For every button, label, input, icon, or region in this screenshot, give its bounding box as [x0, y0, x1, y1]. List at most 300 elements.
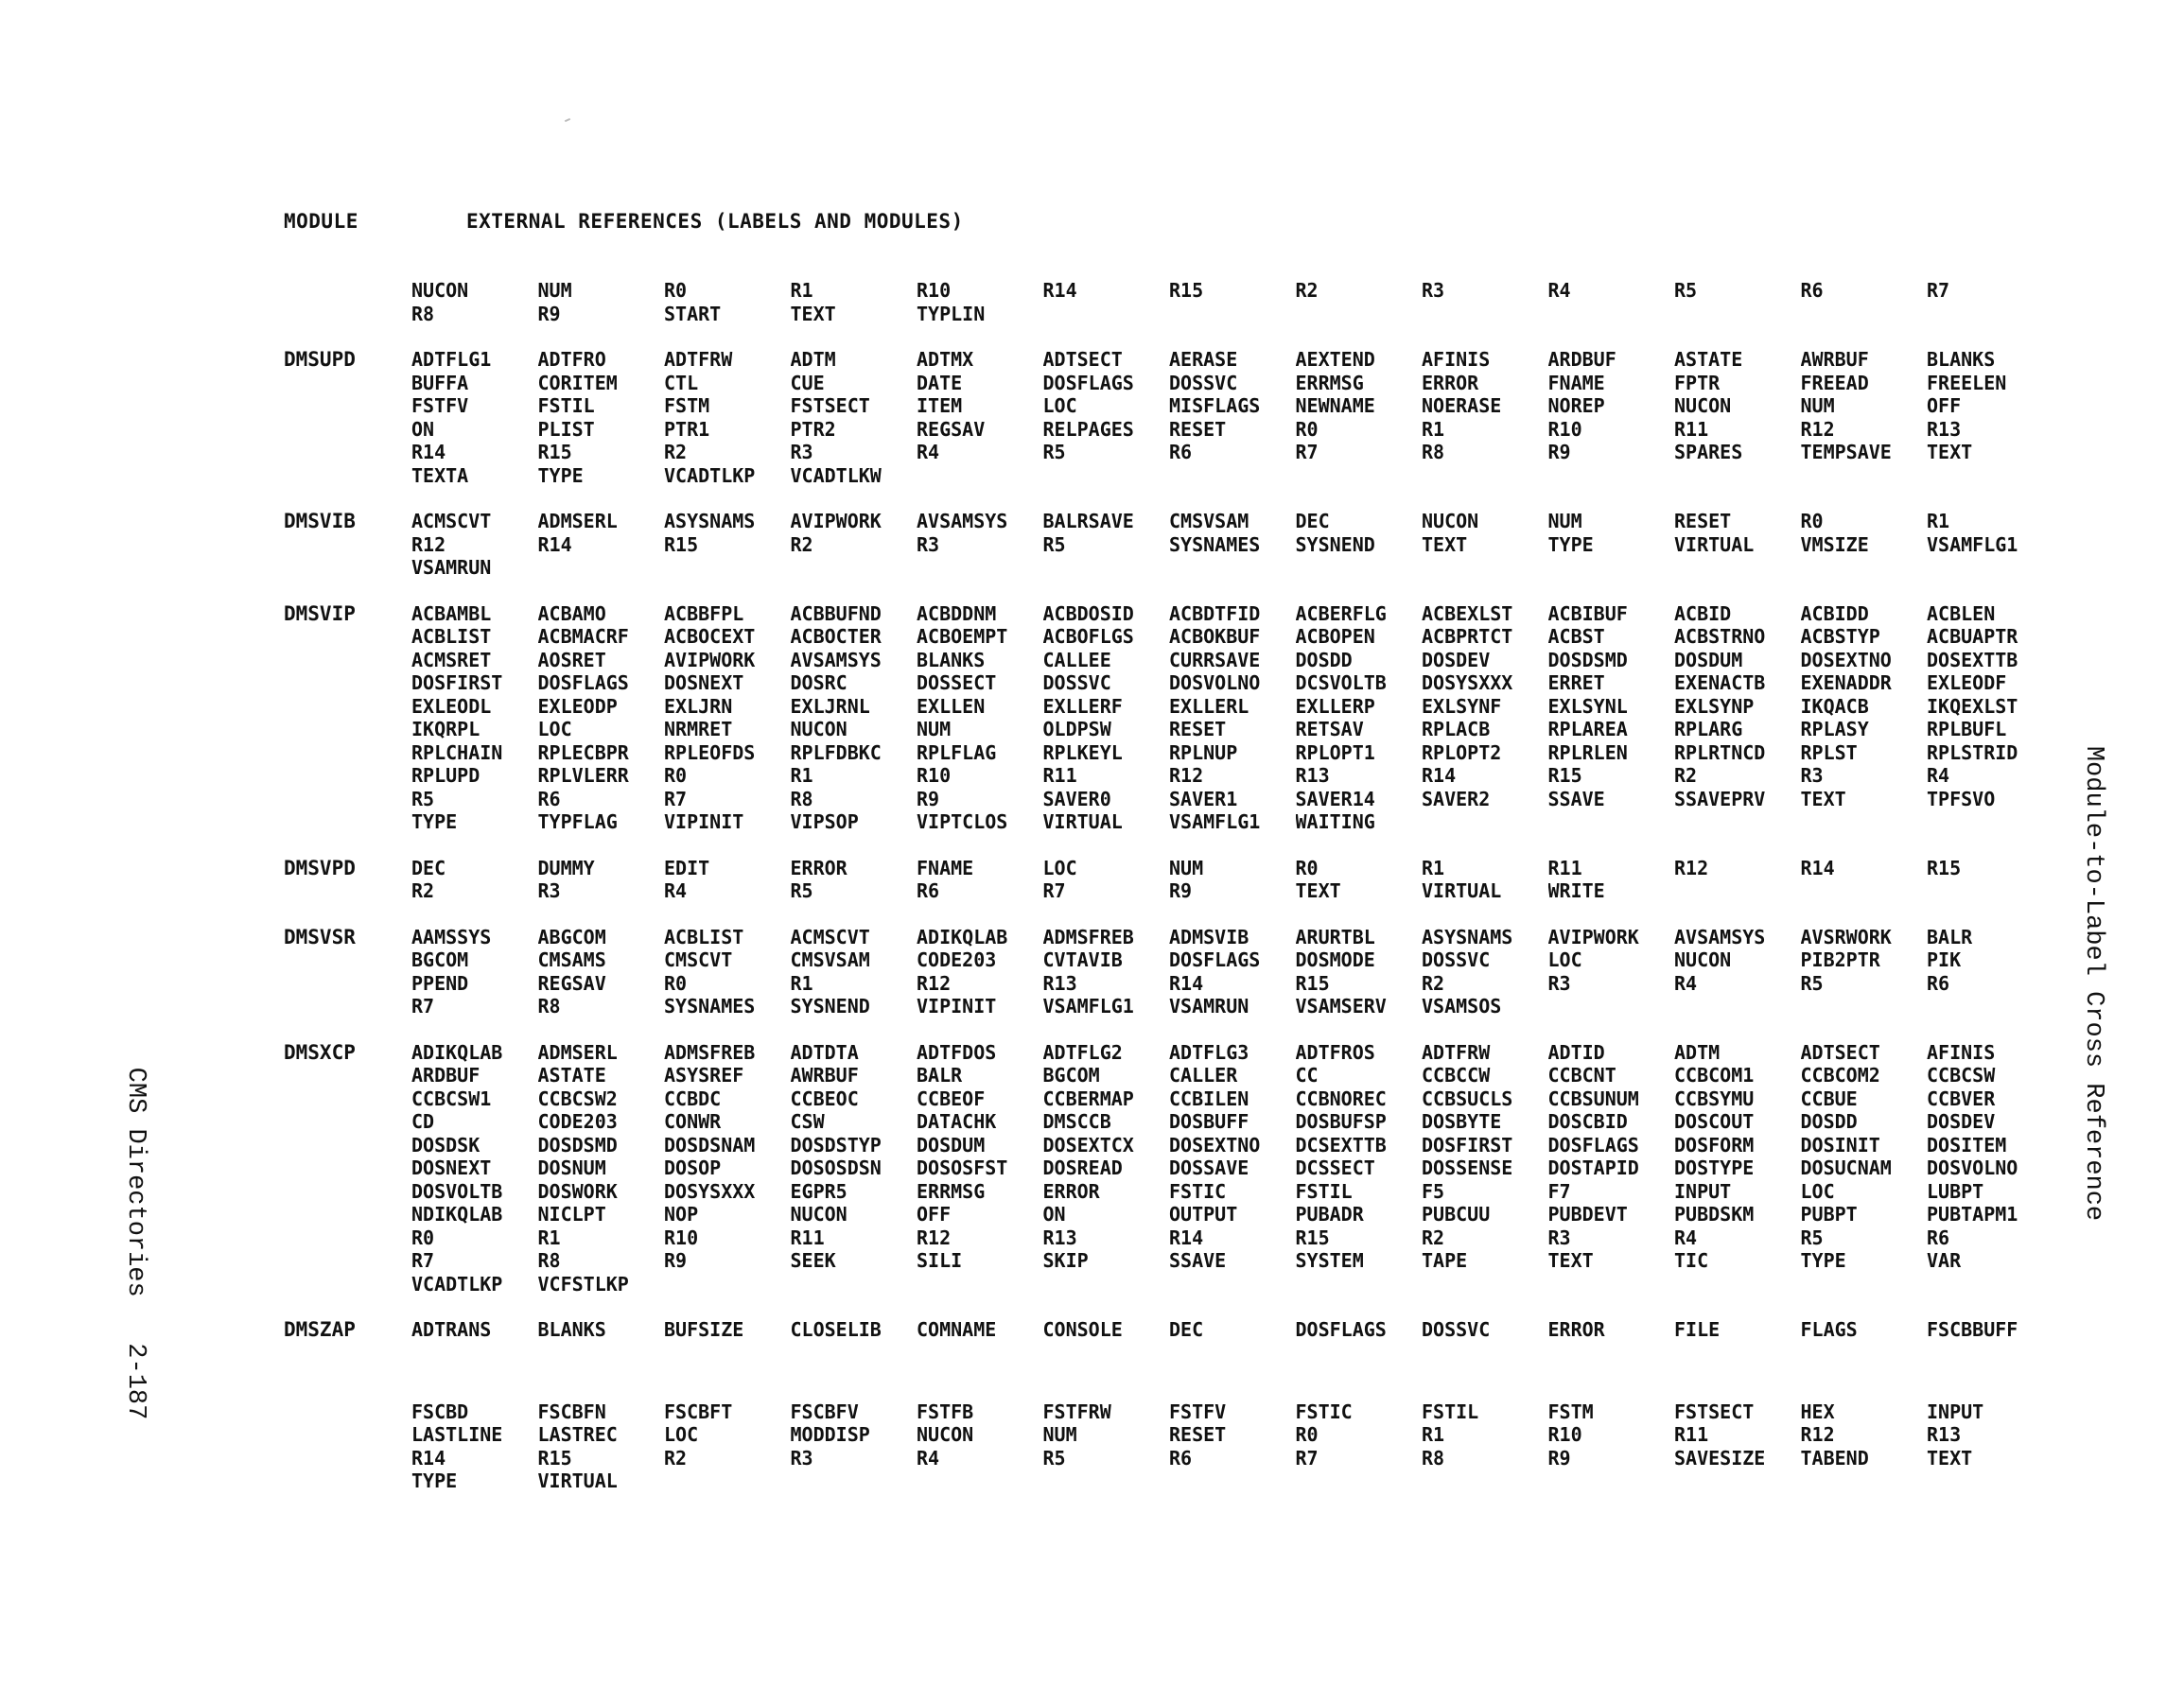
reference-label: CCBUE: [1800, 1087, 1858, 1110]
reference-label: ACBOPEN: [1295, 625, 1375, 648]
reference-label: EXLEODP: [537, 694, 618, 718]
reference-label: R14: [1422, 764, 1457, 787]
reference-label: DOSITEM: [1927, 1133, 2007, 1157]
reference-label: RPLAREA: [1547, 718, 1628, 740]
reference-label: SKIP: [1042, 1249, 1089, 1272]
reference-label: DOSEXTNO: [1169, 1133, 1261, 1157]
reference-label: R13: [1927, 1423, 1962, 1446]
reference-label: ACBERFLG: [1295, 601, 1387, 625]
reference-label: RPLFDBKC: [790, 740, 882, 764]
reference-label: CONWR: [664, 1110, 722, 1133]
reference-label: R6: [537, 787, 561, 810]
reference-label: TAPE: [1422, 1249, 1468, 1272]
reference-label: EDIT: [664, 856, 710, 879]
reference-label: R15: [664, 532, 699, 556]
reference-label: CALLEE: [1042, 648, 1111, 671]
reference-label: NUM: [1800, 394, 1835, 417]
reference-label: DOSBYTE: [1422, 1110, 1502, 1133]
reference-label: BLANKS: [1927, 348, 1996, 371]
reference-label: AVSAMSYS: [790, 648, 882, 671]
reference-label: CCBSYMU: [1674, 1087, 1755, 1110]
reference-label: R8: [537, 1249, 561, 1272]
reference-label: DOSSENSE: [1422, 1157, 1513, 1179]
reference-label: CMSVSAM: [1169, 510, 1249, 532]
reference-label: DOSYSXXX: [1422, 671, 1513, 694]
reference-label: EGPR5: [790, 1179, 847, 1203]
reference-label: BLANKS: [537, 1318, 606, 1341]
reference-label: EXLLERF: [1042, 694, 1123, 718]
reference-label: AVSAMSYS: [917, 510, 1008, 532]
reference-label: FILE: [1674, 1318, 1721, 1341]
reference-label: RPLRTNCD: [1674, 740, 1766, 764]
reference-label: ACBID: [1674, 601, 1732, 625]
reference-label: ABGCOM: [537, 925, 606, 948]
reference-label: SSAVEPRV: [1674, 787, 1766, 810]
reference-label: R1: [1422, 417, 1445, 441]
reference-label: DOSWORK: [537, 1179, 618, 1203]
reference-label: RELPAGES: [1042, 417, 1134, 441]
reference-label: TYPE: [1547, 532, 1594, 556]
reference-label: SAVER14: [1295, 787, 1375, 810]
reference-label: R13: [1927, 417, 1962, 441]
reference-label: ADTM: [1674, 1040, 1721, 1064]
reference-label: DOSDSTYP: [790, 1133, 882, 1157]
reference-label: EXLEODL: [411, 694, 492, 718]
reference-label: DOSFIRST: [411, 671, 503, 694]
reference-label: DOSVOLTB: [411, 1179, 503, 1203]
reference-label: TPFSVO: [1927, 787, 1996, 810]
reference-label: RPLARG: [1674, 718, 1743, 740]
reference-label: R7: [1927, 279, 1950, 302]
reference-label: AERASE: [1169, 348, 1238, 371]
reference-label: SAVER0: [1042, 787, 1111, 810]
reference-label: R12: [917, 971, 952, 995]
reference-label: RPLECBPR: [537, 740, 629, 764]
reference-label: DOSMODE: [1295, 948, 1375, 971]
reference-label: R6: [1169, 1446, 1193, 1470]
reference-label: R8: [411, 302, 435, 325]
reference-label: DOSSVC: [1169, 371, 1238, 394]
reference-label: R9: [537, 302, 561, 325]
reference-label: R1: [790, 764, 813, 787]
reference-label: R12: [411, 532, 446, 556]
reference-label: DOSSAVE: [1169, 1157, 1249, 1179]
reference-label: R5: [1042, 441, 1066, 463]
reference-label: EXLJRN: [664, 694, 733, 718]
reference-label: FPTR: [1674, 371, 1721, 394]
reference-label: DOSDUM: [917, 1133, 986, 1157]
reference-label: TYPE: [1800, 1249, 1846, 1272]
reference-label: AWRBUF: [790, 1064, 859, 1087]
module-block: [284, 926, 2081, 1018]
reference-label: ON: [1042, 1203, 1066, 1226]
reference-label: DOSSVC: [1422, 1318, 1491, 1341]
reference-grid: [411, 1041, 2053, 1296]
reference-label: NOERASE: [1422, 394, 1502, 417]
reference-label: R4: [1674, 1226, 1698, 1249]
reference-label: RPLNUP: [1169, 740, 1238, 764]
reference-label: CSW: [790, 1110, 825, 1133]
reference-label: AFINIS: [1422, 348, 1491, 371]
reference-label: R14: [1169, 1226, 1204, 1249]
reference-label: FREELEN: [1927, 371, 2007, 394]
reference-label: CCBNOREC: [1295, 1087, 1387, 1110]
reference-label: R7: [1295, 1446, 1319, 1470]
reference-label: DOSDEV: [1422, 648, 1491, 671]
reference-label: ERROR: [1042, 1179, 1100, 1203]
reference-label: EXLLERL: [1169, 694, 1249, 718]
reference-label: R15: [1295, 1226, 1330, 1249]
reference-label: ERROR: [790, 856, 847, 879]
reference-label: AVSRWORK: [1800, 925, 1892, 948]
reference-label: ACBUAPTR: [1927, 625, 2018, 648]
reference-label: AVIPWORK: [664, 648, 756, 671]
reference-label: LUBPT: [1927, 1179, 1984, 1203]
reference-label: NUCON: [917, 1423, 974, 1446]
page-footer-vertical: CMS Directories 2-187: [121, 1067, 149, 1420]
reference-label: ARDBUF: [1547, 348, 1616, 371]
reference-label: R11: [1674, 417, 1709, 441]
reference-label: RPLST: [1800, 740, 1858, 764]
reference-label: OUTPUT: [1169, 1203, 1238, 1226]
reference-label: ACBAMBL: [411, 601, 492, 625]
reference-label: RPLEOFDS: [664, 740, 756, 764]
reference-label: LOC: [1042, 394, 1077, 417]
reference-label: NUCON: [790, 718, 847, 740]
reference-label: PPEND: [411, 971, 469, 995]
reference-label: ADMSERL: [537, 1040, 618, 1064]
reference-label: DOSUCNAM: [1800, 1157, 1892, 1179]
reference-label: AAMSSYS: [411, 925, 492, 948]
reference-label: VCADTLKP: [664, 463, 756, 487]
reference-label: CCBSUNUM: [1547, 1087, 1639, 1110]
reference-label: CCBEOF: [917, 1087, 986, 1110]
reference-label: ADTRANS: [411, 1318, 492, 1341]
reference-label: R9: [1547, 441, 1571, 463]
reference-label: DOSDUM: [1674, 648, 1743, 671]
reference-label: DOSTAPID: [1547, 1157, 1639, 1179]
reference-label: CCBILEN: [1169, 1087, 1249, 1110]
reference-label: R5: [1674, 279, 1698, 302]
reference-label: R3: [1547, 1226, 1571, 1249]
reference-label: ADIKQLAB: [411, 1040, 503, 1064]
reference-label: DOSDD: [1295, 648, 1353, 671]
reference-label: EXLJRNL: [790, 694, 870, 718]
reference-label: R9: [664, 1249, 688, 1272]
reference-label: CC: [1295, 1064, 1319, 1087]
reference-label: R14: [1800, 856, 1835, 879]
module-name: [284, 1400, 411, 1493]
reference-label: BUFFA: [411, 371, 469, 394]
reference-label: DMSCCB: [1042, 1110, 1111, 1133]
reference-label: RPLCHAIN: [411, 740, 503, 764]
reference-label: FNAME: [917, 856, 974, 879]
reference-label: R5: [1800, 1226, 1824, 1249]
reference-label: ACBSTRNO: [1674, 625, 1766, 648]
reference-label: ERROR: [1422, 371, 1479, 394]
reference-label: CMSCVT: [664, 948, 733, 971]
reference-label: DOSFORM: [1674, 1133, 1755, 1157]
module-block: [284, 602, 2081, 834]
reference-label: NDIKQLAB: [411, 1203, 503, 1226]
reference-label: RESET: [1169, 417, 1227, 441]
reference-label: DOSRC: [790, 671, 847, 694]
reference-label: FSTFRW: [1042, 1400, 1111, 1423]
reference-label: ADTFDOS: [917, 1040, 997, 1064]
reference-label: INPUT: [1674, 1179, 1732, 1203]
reference-label: R8: [1422, 1446, 1445, 1470]
reference-label: TEMPSAVE: [1800, 441, 1892, 463]
reference-label: NRMRET: [664, 718, 733, 740]
reference-label: DEC: [1295, 510, 1330, 532]
reference-label: AFINIS: [1927, 1040, 1996, 1064]
reference-label: R0: [664, 279, 688, 302]
reference-label: NUCON: [1422, 510, 1479, 532]
reference-label: VIPSOP: [790, 810, 859, 833]
reference-label: TYPLIN: [917, 302, 986, 325]
reference-label: ACBMACRF: [537, 625, 629, 648]
reference-label: R13: [1295, 764, 1330, 787]
reference-label: VSAMSOS: [1422, 995, 1502, 1017]
reference-label: TEXT: [1800, 787, 1846, 810]
reference-label: OFF: [917, 1203, 952, 1226]
reference-label: ADTID: [1547, 1040, 1605, 1064]
reference-label: PUBTAPM1: [1927, 1203, 2018, 1226]
reference-label: FSCBFV: [790, 1400, 859, 1423]
reference-label: R9: [1547, 1446, 1571, 1470]
reference-label: ACMSRET: [411, 648, 492, 671]
reference-label: ACBOEMPT: [917, 625, 1008, 648]
reference-label: VSAMFLG1: [1042, 995, 1134, 1017]
reference-label: NUCON: [1674, 394, 1732, 417]
reference-label: R14: [1169, 971, 1204, 995]
reference-label: DEC: [1169, 1318, 1204, 1341]
reference-grid: [411, 857, 2053, 903]
module-block: [284, 510, 2081, 580]
reference-label: ACBLIST: [411, 625, 492, 648]
reference-label: DOSINIT: [1800, 1133, 1880, 1157]
reference-label: CURRSAVE: [1169, 648, 1261, 671]
reference-label: FSTIL: [1295, 1179, 1353, 1203]
reference-label: R3: [1547, 971, 1571, 995]
reference-label: CMSVSAM: [790, 948, 870, 971]
reference-label: R4: [917, 441, 940, 463]
reference-label: R9: [917, 787, 940, 810]
reference-label: WAITING: [1295, 810, 1375, 833]
reference-label: R1: [537, 1226, 561, 1249]
reference-label: EXLEODF: [1927, 671, 2007, 694]
module-name: DMSVIB: [284, 510, 356, 532]
reference-label: TIC: [1674, 1249, 1709, 1272]
reference-label: TEXT: [1422, 532, 1468, 556]
reference-label: R12: [1800, 417, 1835, 441]
reference-label: TEXT: [1547, 1249, 1594, 1272]
reference-label: FREEAD: [1800, 371, 1869, 394]
reference-label: ADTDTA: [790, 1040, 859, 1064]
reference-label: START: [664, 302, 722, 325]
reference-label: VCADTLKW: [790, 463, 882, 487]
reference-label: TYPE: [411, 1470, 458, 1492]
reference-label: FSCBD: [411, 1400, 469, 1423]
reference-label: DOSVOLNO: [1927, 1157, 2018, 1179]
reference-label: R7: [411, 995, 435, 1017]
reference-label: FSTIC: [1169, 1179, 1227, 1203]
reference-label: FSTM: [1547, 1400, 1594, 1423]
reference-label: R10: [1547, 417, 1582, 441]
reference-label: NUM: [1169, 856, 1204, 879]
reference-label: BGCOM: [411, 948, 469, 971]
reference-label: ACBBFPL: [664, 601, 744, 625]
reference-label: RPLKEYL: [1042, 740, 1123, 764]
reference-label: EXLLEN: [917, 694, 986, 718]
reference-label: DOSEXTCX: [1042, 1133, 1134, 1157]
reference-label: DOSTYPE: [1674, 1157, 1755, 1179]
reference-label: PIK: [1927, 948, 1962, 971]
reference-label: R15: [537, 1446, 572, 1470]
reference-label: CCBVER: [1927, 1087, 1996, 1110]
reference-label: BUFSIZE: [664, 1318, 744, 1341]
reference-label: ARURTBL: [1295, 925, 1375, 948]
reference-label: NUM: [917, 718, 952, 740]
reference-label: ADMSVIB: [1169, 925, 1249, 948]
module-name: DMSXCP: [284, 1040, 356, 1064]
reference-label: OLDPSW: [1042, 718, 1111, 740]
reference-label: ERRET: [1547, 671, 1605, 694]
reference-label: R4: [917, 1446, 940, 1470]
reference-label: R11: [1674, 1423, 1709, 1446]
reference-label: R15: [537, 441, 572, 463]
reference-label: PUBDSKM: [1674, 1203, 1755, 1226]
reference-label: BALRSAVE: [1042, 510, 1134, 532]
reference-label: R0: [664, 971, 688, 995]
reference-label: EXLSYNL: [1547, 694, 1628, 718]
reference-label: ADTFROS: [1295, 1040, 1375, 1064]
reference-label: RETSAV: [1295, 718, 1364, 740]
reference-label: R6: [1169, 441, 1193, 463]
reference-label: CUE: [790, 371, 825, 394]
reference-label: DOSNEXT: [411, 1157, 492, 1179]
reference-label: IKQRPL: [411, 718, 480, 740]
reference-label: RPLFLAG: [917, 740, 997, 764]
reference-label: R11: [1547, 856, 1582, 879]
reference-label: RESET: [1169, 1423, 1227, 1446]
reference-label: ACBOFLGS: [1042, 625, 1134, 648]
reference-label: R5: [1042, 1446, 1066, 1470]
reference-label: VIRTUAL: [537, 1470, 618, 1492]
section-title-vertical: Module-to-Label Cross Reference: [2079, 745, 2107, 1222]
reference-label: CCBCSW: [1927, 1064, 1996, 1087]
module-block: [284, 279, 2081, 325]
reference-label: PTR2: [790, 417, 836, 441]
reference-label: RPLOPT2: [1422, 740, 1502, 764]
reference-label: ERRMSG: [1295, 371, 1364, 394]
reference-label: F5: [1422, 1179, 1445, 1203]
reference-label: R7: [664, 787, 688, 810]
reference-label: R4: [1927, 764, 1950, 787]
reference-label: ADTSECT: [1800, 1040, 1880, 1064]
reference-label: VSAMRUN: [1169, 995, 1249, 1017]
reference-label: PUBCUU: [1422, 1203, 1491, 1226]
reference-label: FSTIL: [1422, 1400, 1479, 1423]
reference-label: RPLRLEN: [1547, 740, 1628, 764]
reference-label: R4: [664, 879, 688, 902]
reference-label: R11: [790, 1226, 825, 1249]
reference-label: FSTFB: [917, 1400, 974, 1423]
reference-label: R4: [1547, 279, 1571, 302]
reference-label: ADIKQLAB: [917, 925, 1008, 948]
reference-label: AEXTEND: [1295, 348, 1375, 371]
reference-label: ADTFRO: [537, 348, 606, 371]
reference-label: ACMSCVT: [411, 510, 492, 532]
reference-label: R0: [1295, 417, 1319, 441]
reference-label: FSCBFN: [537, 1400, 606, 1423]
reference-label: R2: [1295, 279, 1319, 302]
reference-label: DOSNUM: [537, 1157, 606, 1179]
reference-label: CD: [411, 1110, 435, 1133]
reference-label: CCBCOM2: [1800, 1064, 1880, 1087]
reference-label: CCBCSW2: [537, 1087, 618, 1110]
reference-label: ADTFLG1: [411, 348, 492, 371]
reference-label: REGSAV: [917, 417, 986, 441]
reference-label: TEXT: [1927, 441, 1973, 463]
reference-label: R6: [917, 879, 940, 902]
reference-label: SYSTEM: [1295, 1249, 1364, 1272]
reference-label: ACBOKBUF: [1169, 625, 1261, 648]
reference-label: SYSNEND: [1295, 532, 1375, 556]
reference-label: WRITE: [1547, 879, 1605, 902]
reference-label: AOSRET: [537, 648, 606, 671]
reference-label: DOSDSMD: [1547, 648, 1628, 671]
reference-label: PUBDEVT: [1547, 1203, 1628, 1226]
reference-label: DOSFLAGS: [1169, 948, 1261, 971]
reference-label: RESET: [1674, 510, 1732, 532]
reference-label: ACBBUFND: [790, 601, 882, 625]
reference-label: VSAMSERV: [1295, 995, 1387, 1017]
reference-label: ADMSFREB: [664, 1040, 756, 1064]
reference-label: DOSVOLNO: [1169, 671, 1261, 694]
reference-label: PTR1: [664, 417, 710, 441]
reference-label: AVIPWORK: [1547, 925, 1639, 948]
reference-label: ACBIBUF: [1547, 601, 1628, 625]
reference-label: ACBDDNM: [917, 601, 997, 625]
reference-label: DOSFLAGS: [1042, 371, 1134, 394]
reference-label: R3: [537, 879, 561, 902]
reference-label: DOSSVC: [1422, 948, 1491, 971]
references-column-header: EXTERNAL REFERENCES (LABELS AND MODULES): [466, 210, 964, 233]
reference-label: DCSVOLTB: [1295, 671, 1387, 694]
reference-label: VSAMFLG1: [1927, 532, 2018, 556]
reference-label: DOSFIRST: [1422, 1133, 1513, 1157]
reference-label: DOSDEV: [1927, 1110, 1996, 1133]
reference-label: SAVESIZE: [1674, 1446, 1766, 1470]
reference-label: ACBDOSID: [1042, 601, 1134, 625]
reference-label: TEXT: [1927, 1446, 1973, 1470]
reference-label: MISFLAGS: [1169, 394, 1261, 417]
reference-label: DATE: [917, 371, 963, 394]
reference-label: ASTATE: [537, 1064, 606, 1087]
reference-label: BALR: [917, 1064, 963, 1087]
reference-label: TABEND: [1800, 1446, 1869, 1470]
reference-label: EXLLERP: [1295, 694, 1375, 718]
reference-label: VIPTCLOS: [917, 810, 1008, 833]
reference-label: ASTATE: [1674, 348, 1743, 371]
reference-label: VIRTUAL: [1422, 879, 1502, 902]
reference-label: R2: [664, 1446, 688, 1470]
reference-label: CMSAMS: [537, 948, 606, 971]
reference-label: CCBCCW: [1422, 1064, 1491, 1087]
reference-label: EXENADDR: [1800, 671, 1892, 694]
cross-reference-table: [284, 279, 2081, 1516]
